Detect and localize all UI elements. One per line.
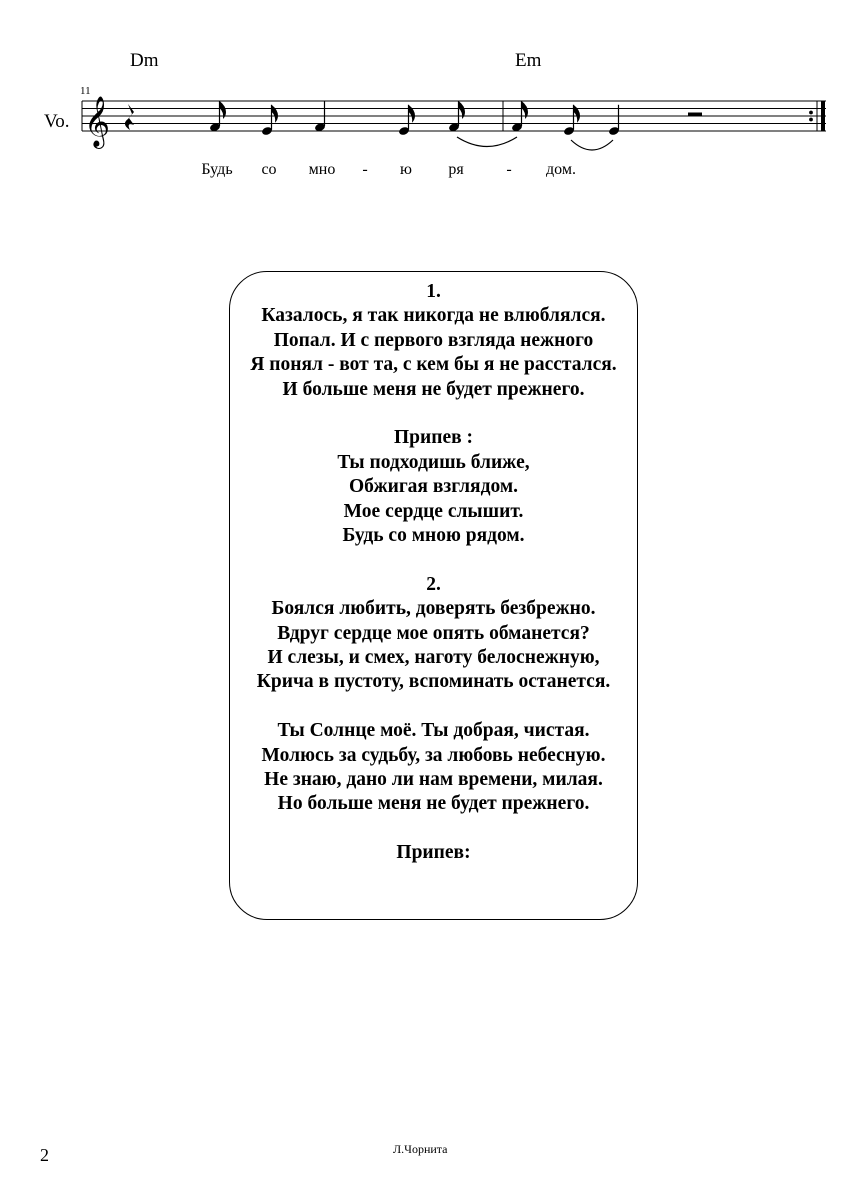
- lyric-syllable: ря: [448, 161, 464, 178]
- measure-number: 11: [80, 85, 91, 97]
- lyric-line: Не знаю, дано ли нам времени, милая.: [264, 769, 603, 791]
- note-f-eighth: [209, 101, 226, 132]
- lyric-line: Вдруг сердце мое опять обманется?: [277, 622, 590, 644]
- lyric-syllable: Будь: [201, 161, 233, 178]
- author-name: Л.Чорнита: [393, 1142, 448, 1156]
- lyric-line: Попал. И с первого взгляда нежного: [273, 329, 594, 351]
- lyric-syllable: ю: [400, 161, 412, 178]
- lyric-line: Ты подходишь ближе,: [337, 451, 530, 473]
- lyric-line: Ты Солнце моё. Ты добрая, чистая.: [277, 720, 590, 742]
- chord-dm: Dm: [130, 50, 159, 71]
- half-rest-icon: [688, 113, 702, 117]
- lyrics-box: [229, 271, 638, 920]
- lyric-syllable: дом.: [546, 161, 576, 178]
- verse-number: 1.: [426, 281, 441, 302]
- lyric-line: Молюсь за судьбу, за любовь небесную.: [261, 744, 606, 766]
- lyric-line: И больше меня не будет прежнего.: [282, 378, 585, 400]
- lyric-line: И слезы, и смех, наготу белоснежную,: [267, 647, 600, 669]
- note-e-quarter: [608, 105, 620, 136]
- quarter-rest-icon: [125, 104, 134, 130]
- note-f-quarter: [314, 101, 326, 132]
- lyric-line: Будь со мною рядом.: [342, 525, 525, 547]
- tie: [457, 137, 517, 147]
- page-number: 2: [40, 1145, 49, 1165]
- note-f-eighth: [511, 101, 528, 132]
- lyric-syllable: мно: [308, 161, 336, 178]
- note-f-eighth: [448, 101, 465, 132]
- lyric-line: Обжигая взглядом.: [349, 476, 518, 498]
- verse-number: 2.: [426, 573, 441, 595]
- instrument-label: Vo.: [44, 111, 70, 132]
- lyric-line: Казалось, я так никогда не влюблялся.: [261, 305, 606, 327]
- lyric-line: Но больше меня не будет прежнего.: [277, 793, 590, 815]
- lyric-line: Мое сердце слышит.: [343, 500, 524, 522]
- lyric-syllable: со: [261, 161, 277, 178]
- chorus-repeat: Припев:: [396, 842, 471, 864]
- chord-em: Em: [515, 50, 542, 71]
- music-staff: [0, 0, 848, 200]
- lyric-syllable: -: [362, 161, 368, 178]
- lyric-line: Крича в пустоту, вспоминать останется.: [256, 671, 611, 693]
- lyrics-text: [230, 280, 637, 866]
- chorus-title: Припев :: [393, 427, 474, 449]
- lyric-syllable: -: [506, 161, 512, 178]
- treble-clef-icon: 𝄞: [84, 96, 111, 147]
- lyric-line: Я понял - вот та, с кем бы я не расстался.: [250, 354, 617, 376]
- lyric-line: Боялся любить, доверять безбрежно.: [271, 598, 596, 620]
- tie: [571, 140, 613, 150]
